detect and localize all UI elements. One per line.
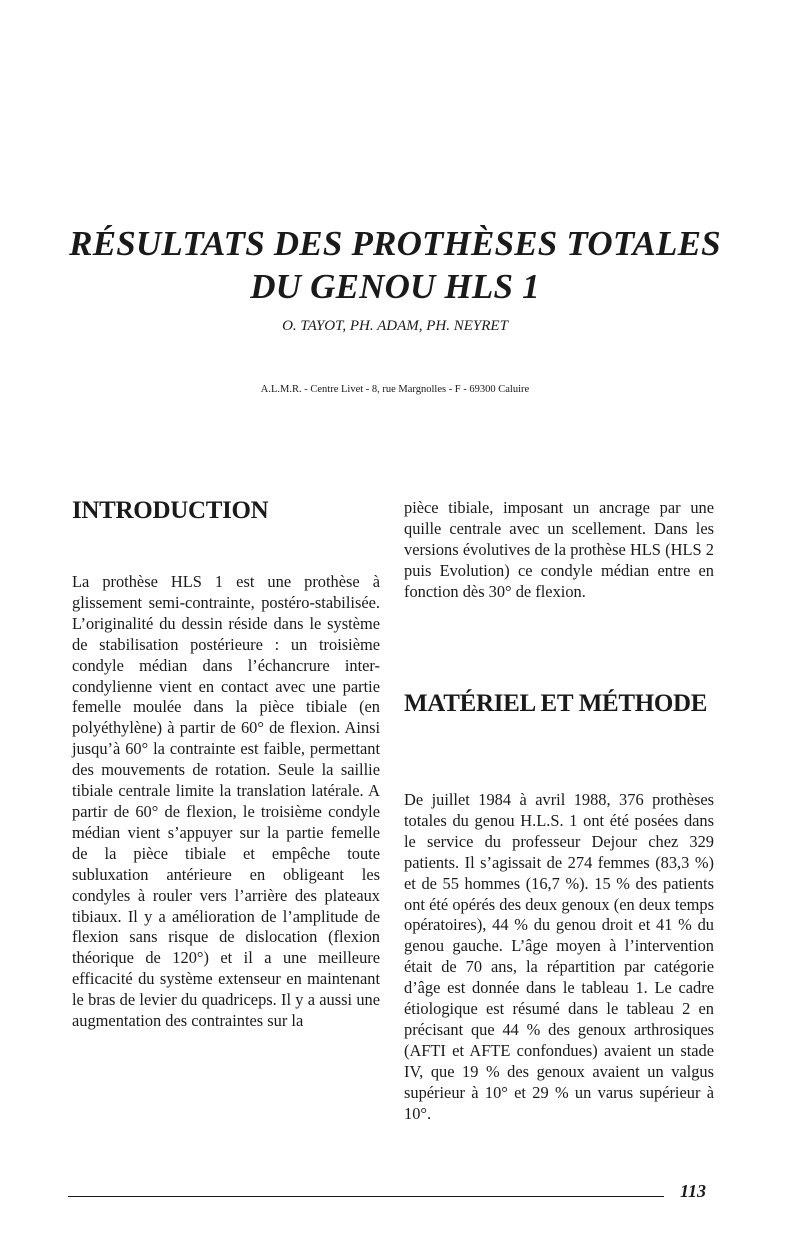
article-authors: O. TAYOT, PH. ADAM, PH. NEYRET: [282, 318, 508, 334]
materiel-methode-heading: MATÉRIEL ET MÉTHODE: [404, 690, 708, 717]
introduction-paragraph: La prothèse HLS 1 est une prothèse à glissement semi-contrainte, postéro-stabilisée. L’originalité du dessin réside dans le système de stabilisation postérieure : un troisième condyle médian dans l’échancrure inter-condylienne vient en contact avec une partie femelle moulée dans la pièce tibiale (en polyéthylène) à partir de 60° de flexion. Ainsi jusqu’à 60° la contrainte est faible, permettant des mouvements de rotation. Seule la saillie tibiale centrale limite la translation latérale. A partir de 60° de flexion, le troisième condyle médian vient s’appuyer sur la partie femelle de la pièce tibiale et empêche toute subluxation antérieure en obligeant les condyles à rouler vers l’arrière des plateaux tibiaux. Il y a amélioration de l’amplitude de flexion sans risque de dislocation (flexion théorique de 120°) et il a une meilleure efficacité du système extenseur en maintenant le bras de levier du quadriceps. Il y a aussi une augmentation des contraintes sur la: [72, 572, 380, 1031]
introduction-continuation-paragraph: pièce tibiale, imposant un ancrage par une quille centrale avec un scellement. Dans les versions évolutives de la prothèse HLS (HLS 2 puis Evolution) ce condyle médian entre en fonction dès 30° de flexion.: [404, 498, 714, 601]
introduction-column: [72, 572, 380, 1032]
article-title-line-2: DU GENOU HLS 1: [250, 267, 540, 306]
article-affiliation: A.L.M.R. - Centre Livet - 8, rue Margnolles - F - 69300 Caluire: [260, 384, 530, 395]
article-title-line-1: RÉSULTATS DES PROTHÈSES TOTALES: [69, 224, 721, 263]
materiel-methode-column: [404, 790, 714, 1125]
introduction-heading: INTRODUCTION: [72, 497, 269, 524]
article-title: [0, 222, 790, 308]
introduction-continuation-column: [404, 498, 714, 603]
materiel-methode-paragraph: De juillet 1984 à avril 1988, 376 prothèses totales du genou H.L.S. 1 ont été posées dans le service du professeur Dejour chez 329 patients. Il s’agissait de 274 femmes (83,3 %) et de 55 hommes (16,7 %). 15 % des patients ont été opérés des deux genoux (en deux temps opératoires), 44 % du genou droit et 41 % du genou gauche. L’âge moyen à l’intervention était de 70 ans, la répartition par catégorie d’âge est donnée dans le tableau 1. Le cadre étiologique est résumé dans le tableau 2 en précisant que 44 % des genoux arthrosiques (AFTI et AFTE confondues) avaient un stade IV, que 19 % des genoux avaient un valgus supérieur à 10° et 29 % un varus supérieur à 10°.: [404, 790, 714, 1123]
footer-rule: [68, 1196, 664, 1197]
page-number: 113: [680, 1181, 707, 1201]
